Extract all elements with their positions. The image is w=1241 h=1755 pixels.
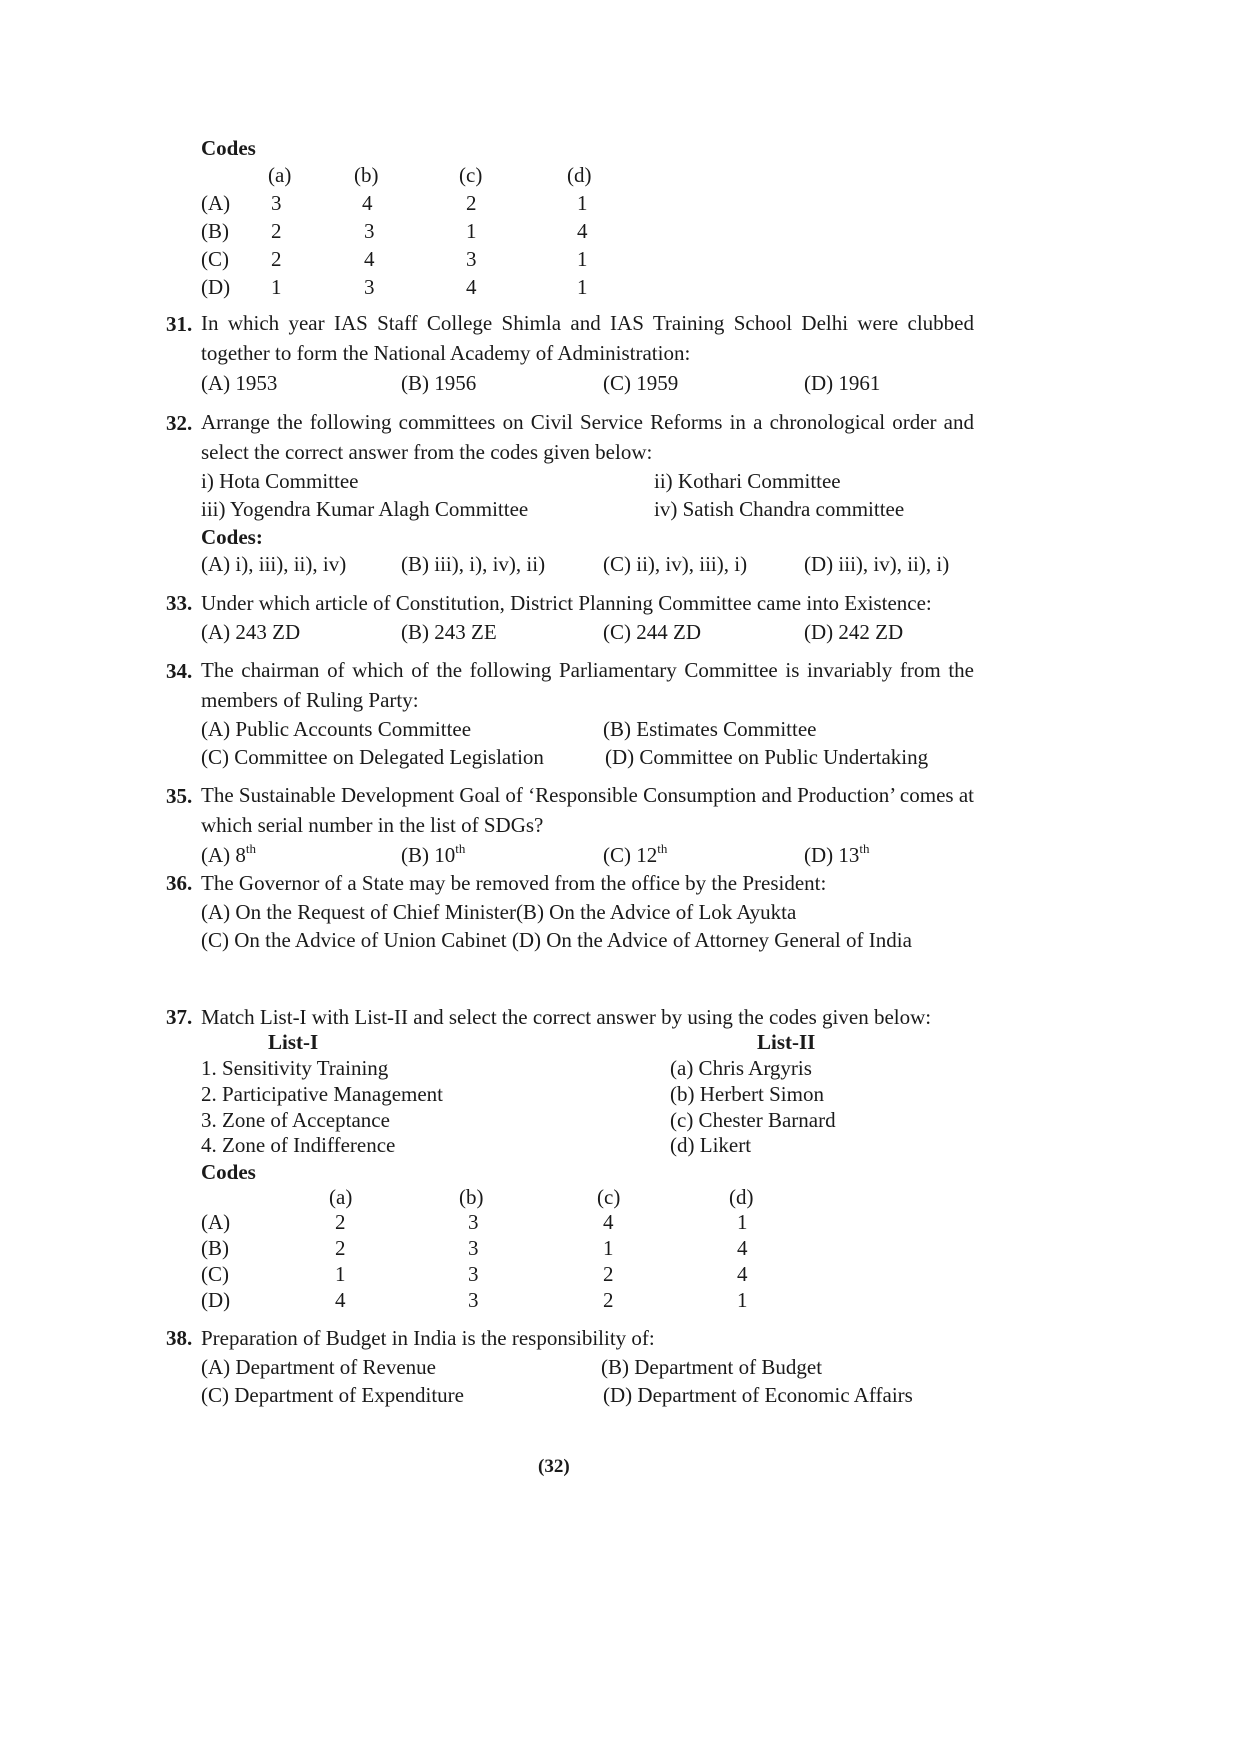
codes-col: (b) [459, 1185, 484, 1209]
codes-cell: 4 [362, 191, 373, 215]
codes-cell: 4 [737, 1236, 748, 1260]
codes-col: (a) [268, 163, 292, 187]
list-item: ii) Kothari Committee [654, 469, 841, 493]
list-item: 4. Zone of Indifference [201, 1133, 396, 1157]
question-number: 34. [166, 659, 193, 683]
question-text: The Sustainable Development Goal of ‘Responsible Consumption and Production’ comes at which serial number in the list of SDGs? [201, 783, 974, 837]
codes-cell: 3 [364, 219, 375, 243]
codes-row-label: (C) [201, 247, 229, 271]
list-item: iv) Satish Chandra committee [654, 497, 905, 521]
list-item: i) Hota Committee [201, 469, 359, 493]
option [804, 841, 870, 867]
codes-cell: 4 [577, 219, 588, 243]
list-item: (a) Chris Argyris [670, 1056, 812, 1080]
codes-row-label: (B) [201, 219, 229, 243]
option: (C) 1959 [603, 371, 679, 395]
question-number: 36. [166, 871, 193, 895]
codes-cell: 1 [466, 219, 477, 243]
codes-cell: 4 [466, 275, 477, 299]
codes-row-label: (D) [201, 275, 231, 299]
option: (B) Department of Budget [601, 1355, 823, 1379]
codes-cell: 1 [577, 191, 588, 215]
list-item: 2. Participative Management [201, 1082, 444, 1106]
codes-row-label: (D) [201, 1288, 231, 1312]
codes-cell: 1 [737, 1288, 748, 1312]
option: (A) i), iii), ii), iv) [201, 552, 347, 576]
question-text: Arrange the following committees on Civil Service Reforms in a chronological order and select the correct answer from the codes given below: [201, 410, 974, 464]
option [401, 841, 466, 867]
codes-col: (c) [597, 1185, 621, 1209]
option: (B) iii), i), iv), ii) [401, 552, 546, 576]
question-number: 32. [166, 411, 193, 435]
question-text: The Governor of a State may be removed from the office by the President: [201, 871, 827, 895]
codes-cell: 1 [335, 1262, 346, 1286]
option: (D) Committee on Public Undertaking [605, 745, 929, 769]
codes-cell: 2 [271, 219, 282, 243]
option: (C) ii), iv), iii), i) [603, 552, 748, 576]
ordinal-suffix: th [245, 841, 257, 856]
option: (C) 244 ZD [603, 620, 701, 644]
ordinal-suffix: th [859, 841, 870, 856]
codes-cell: 1 [577, 247, 588, 271]
question-number: 35. [166, 784, 193, 808]
codes-cell: 4 [335, 1288, 346, 1312]
question-number: 33. [166, 591, 193, 615]
option: (B) 1956 [401, 371, 477, 395]
option: (D) 1961 [804, 371, 881, 395]
codes-row-label: (A) [201, 1210, 231, 1234]
codes-cell: 1 [737, 1210, 748, 1234]
ordinal-suffix: th [657, 841, 668, 856]
ordinal-suffix: th [455, 841, 466, 856]
option-line: (C) On the Advice of Union Cabinet (D) On the Advice of Attorney General of India [201, 928, 912, 952]
codes-cell: 3 [468, 1262, 479, 1286]
option: (A) 243 ZD [201, 620, 301, 644]
codes-cell: 3 [364, 275, 375, 299]
question-number: 31. [166, 312, 193, 336]
codes-cell: 4 [364, 247, 375, 271]
codes-cell: 1 [577, 275, 588, 299]
option: (A) Public Accounts Committee [201, 717, 472, 741]
option-text: (A) 8 [201, 843, 246, 867]
codes-row-label: (A) [201, 191, 231, 215]
codes-col: (c) [459, 163, 483, 187]
codes-cell: 2 [335, 1236, 346, 1260]
option: (D) Department of Economic Affairs [603, 1383, 913, 1407]
option: (B) 243 ZE [401, 620, 497, 644]
option: (C) Committee on Delegated Legislation [201, 745, 544, 769]
codes-cell: 2 [466, 191, 477, 215]
option: (A) 1953 [201, 371, 278, 395]
codes-heading: Codes [201, 136, 256, 160]
codes-row-label: (C) [201, 1262, 229, 1286]
list-item: (c) Chester Barnard [670, 1108, 836, 1132]
codes-cell: 1 [271, 275, 282, 299]
codes-cell: 3 [468, 1210, 479, 1234]
codes-cell: 2 [335, 1210, 346, 1234]
option-line: (A) On the Request of Chief Minister(B) On the Advice of Lok Ayukta [201, 900, 797, 924]
list-item: (b) Herbert Simon [670, 1082, 824, 1106]
codes-col: (a) [329, 1185, 353, 1209]
option-text: (D) 13 [804, 843, 860, 867]
codes-cell: 1 [603, 1236, 614, 1260]
list-heading: List-I [268, 1030, 319, 1054]
codes-cell: 3 [468, 1236, 479, 1260]
question-number: 38. [166, 1326, 193, 1350]
question-text: The chairman of which of the following Parliamentary Committee is invariably from the members of Ruling Party: [201, 658, 974, 712]
codes-cell: 3 [466, 247, 477, 271]
option: (D) 242 ZD [804, 620, 904, 644]
codes-cell: 3 [468, 1288, 479, 1312]
codes-col: (b) [354, 163, 379, 187]
list-heading: List-II [757, 1030, 816, 1054]
question-text: Under which article of Constitution, District Planning Committee came into Existence: [201, 591, 932, 615]
codes-col: (d) [567, 163, 592, 187]
option [201, 841, 257, 867]
question-number: 37. [166, 1005, 193, 1029]
question-text: Match List-I with List-II and select the correct answer by using the codes given below: [201, 1005, 932, 1029]
page-number: (32) [538, 1456, 570, 1477]
question-text: In which year IAS Staff College Shimla and IAS Training School Delhi were clubbed together to form the National Academy of Administration: [201, 311, 974, 365]
option-text: (B) 10 [401, 843, 456, 867]
option-text: (C) 12 [603, 843, 658, 867]
option: (B) Estimates Committee [603, 717, 817, 741]
codes-cell: 2 [603, 1262, 614, 1286]
option: (D) iii), iv), ii), i) [804, 552, 950, 576]
codes-row-label: (B) [201, 1236, 229, 1260]
list-item: iii) Yogendra Kumar Alagh Committee [201, 497, 529, 521]
list-item: 3. Zone of Acceptance [201, 1108, 390, 1132]
list-item: 1. Sensitivity Training [201, 1056, 389, 1080]
option: (C) Department of Expenditure [201, 1383, 464, 1407]
codes-cell: 2 [603, 1288, 614, 1312]
codes-heading: Codes [201, 1160, 256, 1184]
codes-cell: 4 [737, 1262, 748, 1286]
option [603, 841, 668, 867]
question-text: Preparation of Budget in India is the responsibility of: [201, 1326, 655, 1350]
codes-cell: 3 [271, 191, 282, 215]
codes-cell: 2 [271, 247, 282, 271]
codes-col: (d) [729, 1185, 754, 1209]
option: (A) Department of Revenue [201, 1355, 436, 1379]
codes-cell: 4 [603, 1210, 614, 1234]
list-item: (d) Likert [670, 1133, 752, 1157]
codes-label: Codes: [201, 525, 263, 549]
